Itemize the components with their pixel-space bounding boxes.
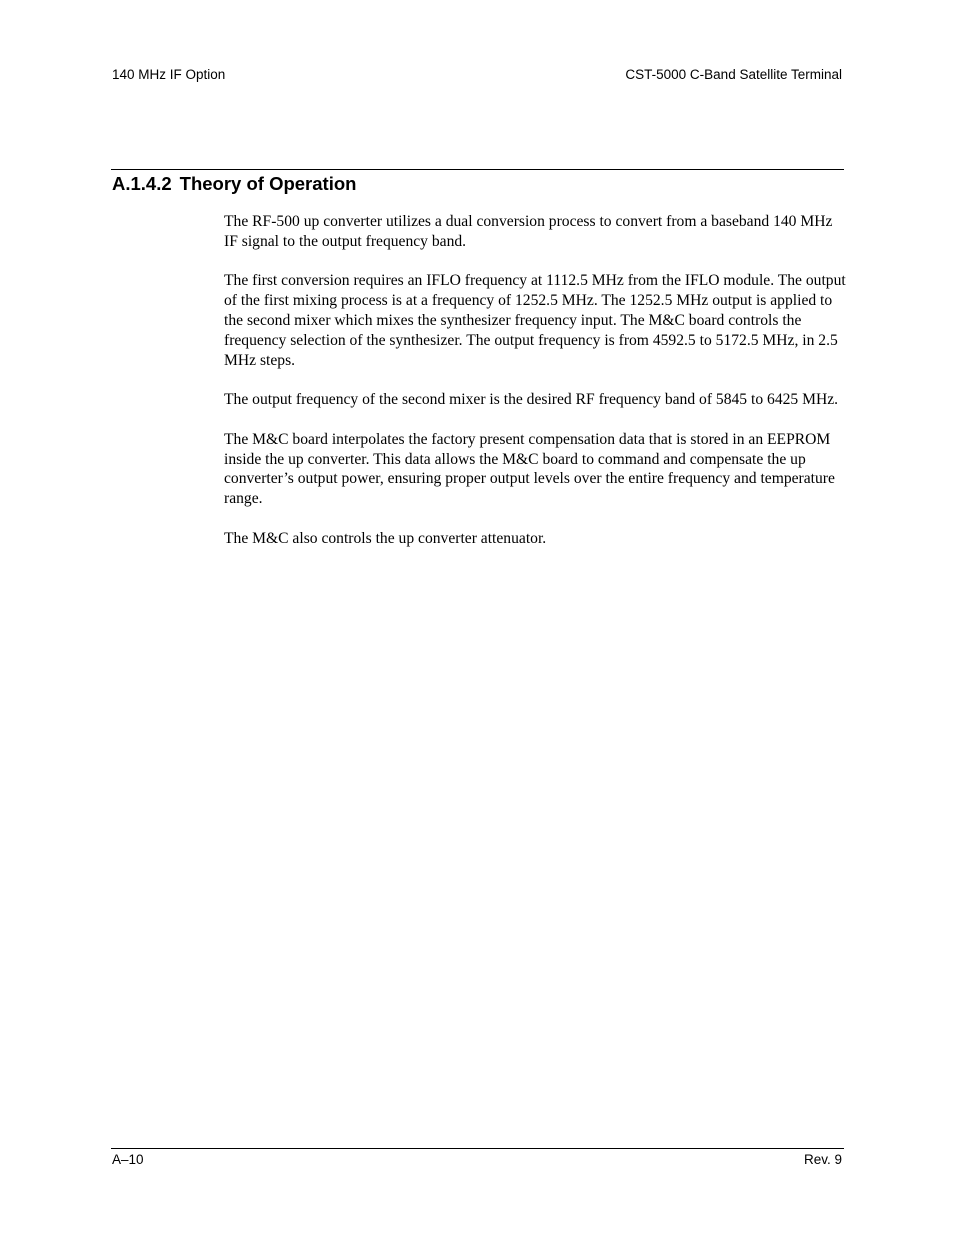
section-title: Theory of Operation [179, 173, 357, 194]
revision-label: Rev. 9 [803, 1152, 842, 1167]
page-header-left: 140 MHz IF Option [112, 67, 226, 82]
footer-divider [111, 1148, 844, 1149]
paragraph: The output frequency of the second mixer is the desired RF frequency band of 5845 to 6425 MHz. [224, 391, 839, 409]
section-divider [111, 169, 844, 170]
paragraph: The first conversion requires an IFLO frequency at 1112.5 MHz from the IFLO module. The output of the first mixing process is at a frequency of 1252.5 MHz. The 1252.5 MHz output is applied to the second mixer which mixes the synthesizer frequency input. The M&C board controls the frequency selection of the synthesizer. The output frequency is from 4592.5 to 5172.5 MHz, in 2.5 MHz steps. [224, 272, 846, 369]
paragraph: The M&C board interpolates the factory present compensation data that is stored in an EEPROM inside the up converter. This data allows the M&C board to command and compensate the up converter’s output power, ensuring proper output levels over the entire frequency and temperature range. [224, 430, 835, 508]
paragraph: The RF-500 up converter utilizes a dual conversion process to convert from a baseband 140 MHz IF signal to the output frequency band. [224, 213, 833, 250]
page-header-right: CST-5000 C-Band Satellite Terminal [625, 67, 842, 82]
paragraph: The M&C also controls the up converter attenuator. [224, 529, 547, 547]
page-number: A–10 [112, 1152, 144, 1167]
section-heading [112, 173, 356, 195]
section-body [224, 212, 846, 568]
section-number: A.1.4.2 [112, 173, 172, 194]
